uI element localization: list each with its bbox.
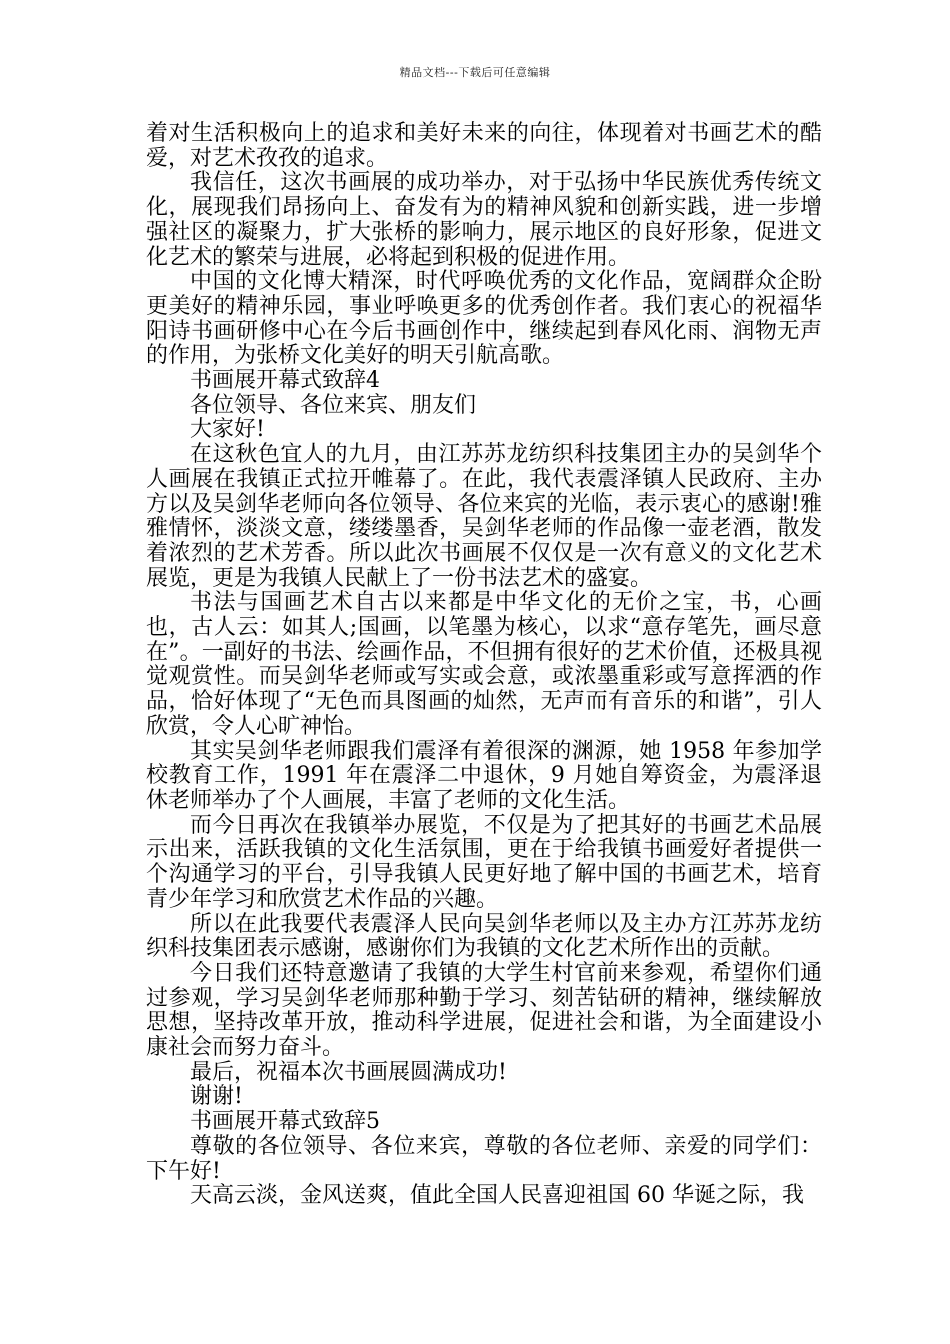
paragraph-3: 中国的文化博大精深，时代呼唤优秀的文化作品，宽阔群众企盼更美好的精神乐园，事业呼唤更多的优秀创作者。我们衷心的祝福华阳诗书画研修中心在今后书画创作中，继续起到春风化雨、润物无声的作用，为张桥文化美好的明天引航高歌。: [146, 269, 822, 369]
greeting: 大家好!: [190, 417, 265, 443]
document-body: [146, 122, 822, 1209]
paragraph-8: 书法与国画艺术自古以来都是中华文化的无价之宝，书，心画也，古人云：如其人;国画，以笔墨为核心，以求“意存笔先，画尽意在”。一副好的书法、绘画作品，不但拥有很好的艺术价值，还极具视觉观赏性。而吴剑华老师或写实或会意，或浓墨重彩或写意挥洒的作品，恰好体现了“无色而具图画的灿然，无声而有音乐的和谐”，引人欣赏，令人心旷神怡。: [146, 590, 822, 739]
salutation-5: 尊敬的各位领导、各位来宾，尊敬的各位老师、亲爱的同学们：下午好!: [146, 1133, 822, 1184]
paragraph-7: 在这秋色宜人的九月，由江苏苏龙纺织科技集团主办的吴剑华个人画展在我镇正式拉开帷幕了。在此，我代表震泽镇人民政府、主办方以及吴剑华老师向各位领导、各位来宾的光临，表示衷心的感谢!雅雅情怀，淡淡文意，缕缕墨香，吴剑华老师的作品像一壶老酒，散发着浓烈的艺术芳香。所以此次书画展不仅仅是一次有意义的文化艺术展览，更是为我镇人民献上了一份书法艺术的盛宴。: [146, 442, 822, 591]
paragraph-1: 着对生活积极向上的追求和美好未来的向往，体现着对书画艺术的酷爱，对艺术孜孜的追求。: [146, 121, 822, 171]
paragraph-9: 其实吴剑华老师跟我们震泽有着很深的渊源，她 1958 年参加学校教育工作，1991 年在震泽二中退休，9 月她自筹资金，为震泽退休老师举办了个人画展，丰富了老师的文化生活。: [146, 738, 822, 813]
salutation: 各位领导、各位来宾、朋友们: [190, 392, 477, 418]
paragraph-11: 所以在此我要代表震泽人民向吴剑华老师以及主办方江苏苏龙纺织科技集团表示感谢，感谢你们为我镇的文化艺术所作出的贡献。: [146, 911, 822, 962]
section-heading-4: 书画展开幕式致辞4: [190, 368, 380, 394]
paragraph-10: 而今日再次在我镇举办展览，不仅是为了把其好的书画艺术品展示出来，活跃我镇的文化生活氛围，更在于给我镇书画爱好者提供一个沟通学习的平台，引导我镇人民更好地了解中国的书画艺术，培育青少年学习和欣赏艺术作品的兴趣。: [146, 812, 822, 912]
page-header: 精品文档---下载后可任意编辑: [399, 66, 551, 79]
thanks: 谢谢!: [190, 1084, 243, 1110]
section-heading-5: 书画展开幕式致辞5: [190, 1109, 380, 1135]
closing-wish: 最后，祝福本次书画展圆满成功!: [190, 1059, 507, 1085]
paragraph-12: 今日我们还特意邀请了我镇的大学生村官前来参观，希望你们通过参观，学习吴剑华老师那种勤于学习、刻苦钻研的精神，继续解放思想，坚持改革开放，推动科学进展，促进社会和谐，为全面建设小康社会而努力奋斗。: [146, 960, 822, 1061]
paragraph-2: 我信任，这次书画展的成功举办，对于弘扬中华民族优秀传统文化，展现我们昂扬向上、奋发有为的精神风貌和创新实践，进一步增强社区的凝聚力，扩大张桥的影响力，展示地区的良好形象，促进文化艺术的繁荣与进展，必将起到积极的促进作用。: [146, 170, 822, 270]
paragraph-17: 天高云淡，金风送爽，值此全国人民喜迎祖国 60 华诞之际，我: [190, 1183, 804, 1209]
